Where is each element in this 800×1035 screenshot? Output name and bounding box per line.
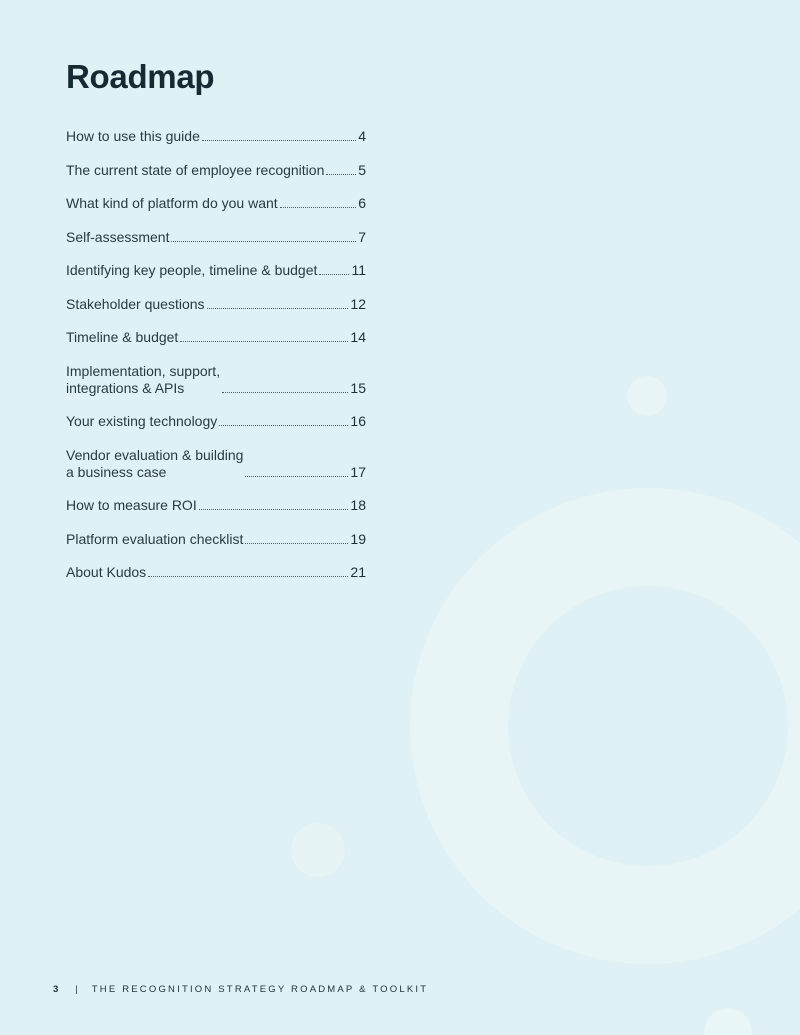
toc-leader-dots — [202, 140, 356, 141]
decorative-ring-inner — [508, 586, 788, 866]
toc-entry-page: 6 — [358, 195, 366, 211]
toc-entry-label: Timeline & budget — [66, 329, 179, 345]
toc-entry-label: About Kudos — [66, 564, 147, 580]
toc-entry-page: 4 — [358, 128, 366, 144]
toc-entry[interactable] — [66, 531, 366, 548]
toc-leader-dots — [207, 308, 349, 309]
toc-entry[interactable] — [66, 229, 366, 246]
toc-entry-page: 11 — [351, 262, 366, 278]
page-title: Roadmap — [66, 58, 215, 95]
toc-entry-page: 12 — [350, 295, 366, 312]
toc-entry[interactable] — [66, 497, 366, 514]
toc-leader-dots — [171, 241, 356, 242]
toc-entry-label: What kind of platform do you want — [66, 195, 278, 211]
decorative-dot — [704, 1008, 752, 1035]
toc-entry-page: 14 — [350, 329, 366, 345]
toc-leader-dots — [326, 174, 356, 175]
toc-entry-page: 21 — [350, 564, 366, 580]
toc-entry-label: Self-assessment — [66, 228, 170, 245]
toc-entry-label: Vendor evaluation & building a business case — [66, 446, 244, 480]
toc-leader-dots — [245, 543, 348, 544]
toc-entry[interactable] — [66, 329, 366, 346]
toc-leader-dots — [180, 341, 348, 342]
toc-entry[interactable] — [66, 195, 366, 212]
toc-entry[interactable] — [66, 262, 366, 279]
toc-entry-label: Implementation, support, integrations & APIs — [66, 362, 221, 396]
toc-leader-dots — [148, 576, 348, 577]
toc-entry-label: Identifying key people, timeline & budget — [66, 262, 318, 278]
toc-entry[interactable] — [66, 128, 366, 145]
toc-entry[interactable] — [66, 162, 366, 179]
toc-entry-label: How to use this guide — [66, 128, 200, 144]
toc-entry-page: 17 — [350, 463, 366, 480]
toc-entry[interactable] — [66, 363, 366, 397]
toc-leader-dots — [222, 392, 348, 393]
decorative-dot — [291, 823, 345, 877]
toc-entry-label: Platform evaluation checklist — [66, 530, 244, 547]
toc-entry-page: 5 — [358, 161, 366, 178]
decorative-dot — [627, 376, 667, 416]
toc-entry-label: How to measure ROI — [66, 497, 197, 513]
page-footer — [53, 984, 428, 995]
toc-leader-dots — [280, 207, 357, 208]
toc-leader-dots — [245, 476, 348, 477]
toc-entry-page: 19 — [350, 530, 366, 547]
toc-entry-page: 15 — [350, 379, 366, 396]
toc-entry[interactable] — [66, 413, 366, 430]
toc-leader-dots — [219, 425, 348, 426]
toc-leader-dots — [319, 274, 349, 275]
toc-entry[interactable] — [66, 447, 366, 481]
toc-entry[interactable] — [66, 296, 366, 313]
toc-entry-label: Your existing technology — [66, 413, 218, 429]
footer-separator: | — [75, 984, 78, 995]
footer-page-number: 3 — [53, 984, 59, 995]
table-of-contents — [66, 128, 366, 598]
toc-entry-page: 18 — [350, 497, 366, 513]
toc-leader-dots — [199, 509, 349, 510]
decorative-ring-outer — [410, 488, 800, 964]
footer-document-title: THE RECOGNITION STRATEGY ROADMAP & TOOLKIT — [91, 984, 429, 995]
toc-entry-label: The current state of employee recognition — [66, 161, 325, 178]
toc-entry-label: Stakeholder questions — [66, 295, 205, 312]
toc-entry-page: 16 — [350, 413, 366, 429]
toc-entry[interactable] — [66, 564, 366, 581]
toc-entry-page: 7 — [358, 228, 366, 245]
